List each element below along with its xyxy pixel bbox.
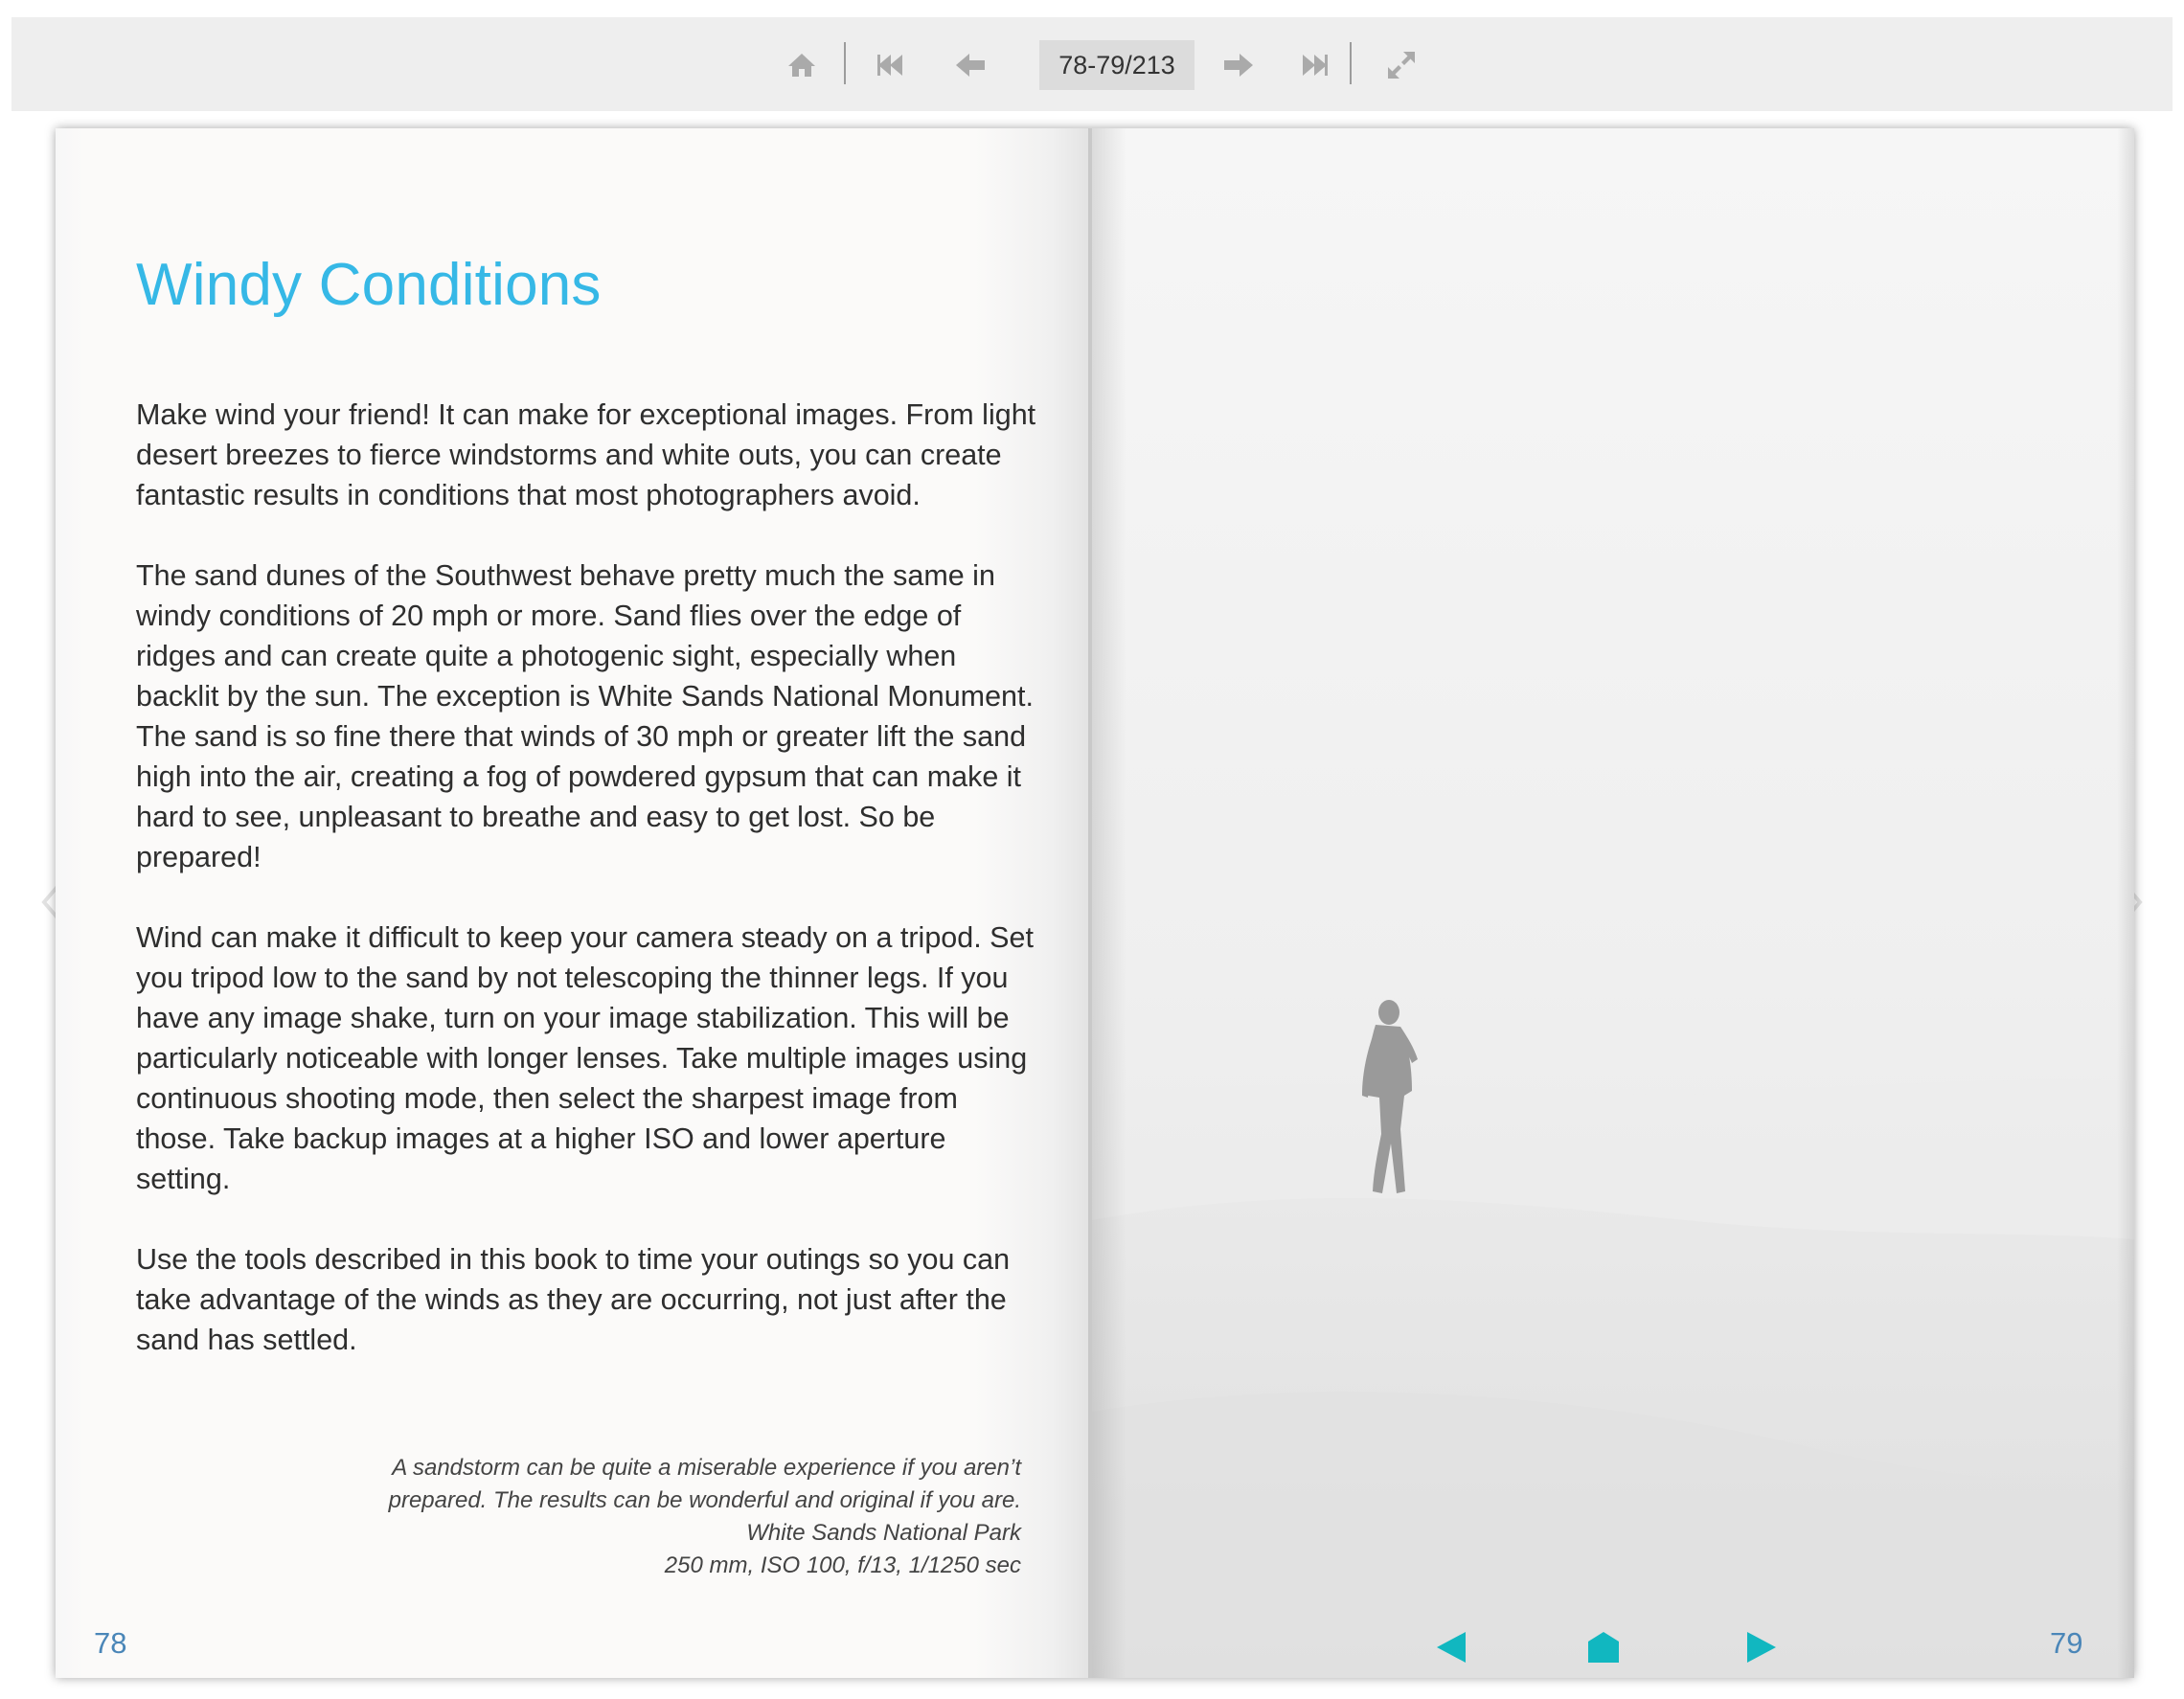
caption-location: White Sands National Park (746, 1520, 1021, 1546)
photo-caption (293, 1452, 1021, 1582)
book-spread (56, 128, 2134, 1678)
next-page-icon (1221, 48, 1256, 82)
page-edge (2117, 128, 2134, 1678)
previous-triangle-icon (1433, 1628, 1471, 1666)
toolbar-separator (844, 42, 846, 84)
paragraph: Make wind your friend! It can make for exceptional images. From light desert breezes to fierce windstorms and white outs, you can create fantastic results in conditions that most photographers avoid. (136, 398, 1036, 511)
toolbar-separator (1350, 42, 1352, 84)
last-page-button[interactable] (1293, 46, 1333, 84)
first-page-button[interactable] (872, 46, 912, 84)
bottom-next-button[interactable] (1741, 1628, 1780, 1666)
fullscreen-button[interactable] (1381, 46, 1422, 84)
next-page-button[interactable] (1218, 46, 1259, 84)
first-page-icon (875, 48, 909, 82)
caption-exif: 250 mm, ISO 100, f/13, 1/1250 sec (664, 1552, 1021, 1578)
caption-line: prepared. The results can be wonderful and original if you are. (388, 1487, 1021, 1513)
bottom-home-button[interactable] (1584, 1628, 1623, 1666)
paragraph: Wind can make it difficult to keep your camera steady on a tripod. Set you tripod low to the sand by not telescoping the thinner legs. If you have any image shake, turn on your image stabilization. This will be particularly noticeable with longer lenses. Take multiple images using continuous shooting mode, then select the sharpest image from those. Take backup images at a higher ISO and lower aperture setting. (136, 921, 1034, 1195)
previous-page-button[interactable] (950, 46, 990, 84)
caption-line: A sandstorm can be quite a miserable experience if you aren’t (392, 1455, 1021, 1481)
page-number-right: 79 (2050, 1626, 2083, 1660)
sandstorm-photo (1092, 128, 2134, 1678)
paragraph: The sand dunes of the Southwest behave pretty much the same in windy conditions of 20 mph or more. Sand flies over the edge of ridges and can create quite a photogenic sight, especially when backlit by the sun. The exception is White Sands National Monument. The sand is so fine there that winds of 30 mph or greater lift the sand high into the air, creating a fog of powdered gypsum that can make it hard to see, unpleasant to breathe and easy to get lost. So be prepared! (136, 559, 1034, 873)
fullscreen-icon (1384, 48, 1419, 82)
bottom-previous-button[interactable] (1433, 1628, 1471, 1666)
page-indicator[interactable]: 78-79/213 (1039, 40, 1194, 90)
previous-page-icon (953, 48, 988, 82)
home-button[interactable] (782, 46, 822, 84)
chapter-title: Windy Conditions (136, 252, 602, 318)
paragraph: Use the tools described in this book to time your outings so you can take advantage of the winds as they are occurring, not just after the sand has settled. (136, 1243, 1011, 1356)
body-text (136, 395, 1036, 1400)
page-number-left: 78 (94, 1626, 127, 1660)
left-page (56, 128, 1092, 1678)
next-triangle-icon (1741, 1628, 1780, 1666)
home-icon (785, 48, 819, 82)
viewer-toolbar (11, 17, 2173, 111)
last-page-icon (1296, 48, 1331, 82)
home-pentagon-icon (1584, 1628, 1623, 1666)
right-page (1092, 128, 2134, 1678)
gutter-shadow (1088, 128, 1126, 1678)
